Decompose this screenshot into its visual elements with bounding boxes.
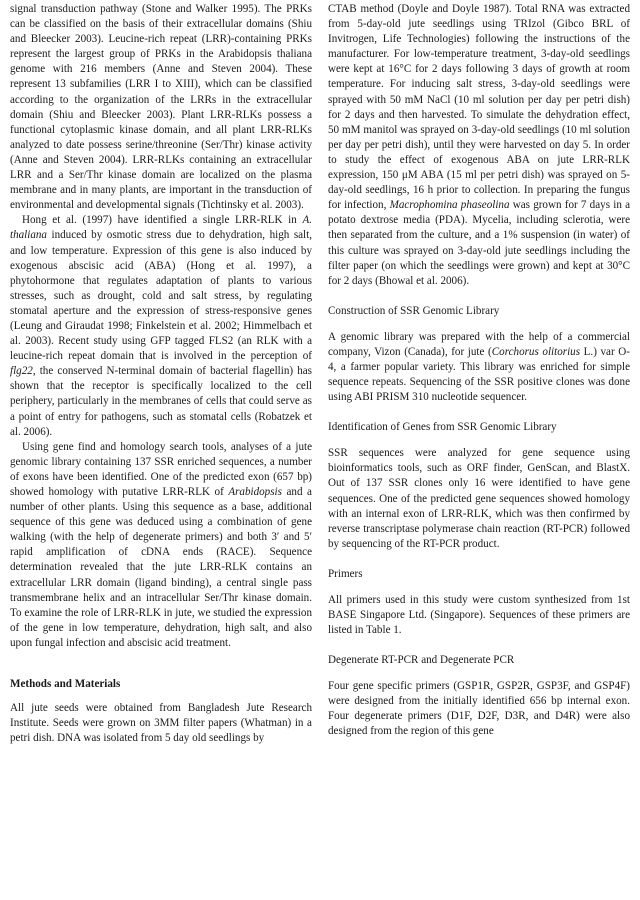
paragraph-primers: All primers used in this study were custom synthesized from 1st BASE Singapore Ltd. (Singapore). Sequences of these primers are listed in Table 1. bbox=[328, 593, 630, 637]
paragraph-jute-library-analysis: Using gene find and homology search tools, analyses of a jute genomic library containing 137 SSR enriched sequences, a number of exons have been identified. One of the predicted exon (657 bp) showed homology with putative LRR-RLK of Arabidopsis and a number of other plants. Using this sequence as a base, additional sequence of this gene was deduced using a combination of gene walking (with the help of degenerate primers) and both 3′ and 5′ rapid amplification of cDNA ends (RACE). Sequence determination revealed that the jute LRR-RLK contains an extracellular LRR domain (ligand binding), a central single pass transmembrane helix and an intracellular Ser/Thr kinase domain. To examine the role of LRR-RLK in jute, we studied the expression of the gene in low temperature, dehydration, high salt, and also upon fungal infection and abscisic acid treatment. bbox=[10, 440, 312, 649]
paragraph-ssr-analysis: SSR sequences were analyzed for gene sequence using bioinformatics tools, such as ORF finder, GenScan, and BlastX. Out of 137 SSR clones only 16 were identified to have gene sequences. One of the predicted gene sequences showed homology with an internal exon of LRR-RLK, which was then confirmed by reverse transcriptase polymerase chain reaction (RT-PCR) followed by sequencing of the RT-PCR product. bbox=[328, 447, 630, 550]
paragraph-prk-classification: signal transduction pathway (Stone and Walker 1995). The PRKs can be classified on the basis of their extracellular domains (Shiu and Bleecker 2003). Leucine-rich repeat (LRR)-containing PRKs represent the largest group of PRKs in the Arabidopsis thaliana genome with 216 members (Anne and Steven 2004). These represent 13 subfamilies (LRR I to XIII), which can be classified according to the organization of the LRRs in the extracellular domain (Shiu and Bleecker 2003). Plant LRR-RLKs possess a functional cytoplasmic kinase domain, and all plant LRR-RLKs analyzed to date possess serine/threonine (Ser/Thr) kinase activity (Anne and Steven 2004). LRR-RLKs containing an extracellular LRR and a Ser/Thr kinase domain are localized on the plasma membrane and in many plants, are important in the transduction of environmental and developmental signals (Tichtinsky et al. 2003). bbox=[10, 3, 312, 212]
paragraph-gene-specific-primers: Four gene specific primers (GSP1R, GSP2R, GSP3F, and GSP4F) were designed from the initially identified 656 bp internal exon. Four degenerate primers (D1F, D2F, D3R, and D4R) were also designed from the region of this gene bbox=[328, 680, 630, 738]
heading-degenerate-rt-pcr: Degenerate RT-PCR and Degenerate PCR bbox=[328, 654, 515, 667]
heading-primers: Primers bbox=[328, 567, 363, 580]
heading-construction-ssr-library: Construction of SSR Genomic Library bbox=[328, 304, 500, 317]
heading-methods-and-materials: Methods and Materials bbox=[10, 678, 121, 691]
heading-identification-of-genes: Identification of Genes from SSR Genomic Library bbox=[328, 421, 557, 434]
paragraph-rna-extraction-treatments: CTAB method (Doyle and Doyle 1987). Total RNA was extracted from 5-day-old jute seedlings using TRIzol (Gibco BRL of Invitrogen, Life Technologies) following the instructions of the manufacturer. For low-temperature treatment, 3-day-old seedlings were kept at 16°C for 2 days following 3 days of growth at room temperature. For inducing salt stress, 3-day-old seedlings were sprayed with 50 mM NaCl (10 ml solution per day per petri dish) for 2 days and then harvested. To simulate the dehydration effect, 50 mM manitol was sprayed on 3-day-old seedlings (10 ml solution per day per petri dish), until they were harvested on day 5. In order to study the effect of exogenous ABA on jute LRR-RLK expression, 150 μM ABA (15 ml per petri dish) was sprayed on 5-day-old seedlings, 16 h prior to collection. In preparing the fungus for infection, Macrophomina phaseolina was grown for 7 days in a potato dextrose media (PDA). Mycelia, including sclerotia, were then separated from the culture, and a 1% suspension (in water) of this culture was sprayed on 3-day-old jute seedlings including the filter paper (on which the seedlings were grown) and kept at 30°C for 2 days (Bhowal et al. 2006). bbox=[328, 3, 631, 287]
paragraph-jute-seeds: All jute seeds were obtained from Bangladesh Jute Research Institute. Seeds were grown on 3MM filter papers (Whatman) in a petri dish. DNA was isolated from 5 day old seedlings by bbox=[10, 702, 312, 745]
paragraph-genomic-library: A genomic library was prepared with the help of a commercial company, Vizon (Canada), for jute (Corchorus olitorius L.) var O-4, a farmer popular variety. This library was enriched for simple sequence repeats. Sequencing of the SSR positive clones was done using ABI PRISM 310 nucleotide sequencer. bbox=[328, 330, 630, 404]
left-column bbox=[10, 2, 312, 900]
right-column bbox=[328, 2, 630, 900]
paragraph-hong-lrr-rlk: Hong et al. (1997) have identified a single LRR-RLK in A. thaliana induced by osmotic stress due to dehydration, high salt, and low temperature. Expression of this gene is also induced by exogenous abscisic acid (ABA) (Hong et al. 1997), a phytohormone that regulates adaptation of plants to various stresses, such as drought, cold and salt stress, by regulating stomatal aperture and the expression of stress-responsive genes (Leung and Giraudat 1998; Finkelstein et al. 2002; Himmelbach et al. 2003). Recent study using GFP tagged FLS2 (an RLK with a leucine-rich repeat domain that is involved in the perception of flg22, the conserved N-terminal domain of bacterial flagellin) has shown that the receptor is specifically localized to the cell periphery, particularly in the membranes of cells that could serve as a point of entry for pathogens, such as stomatal cells (Robatzek et al. 2006). bbox=[10, 214, 312, 438]
